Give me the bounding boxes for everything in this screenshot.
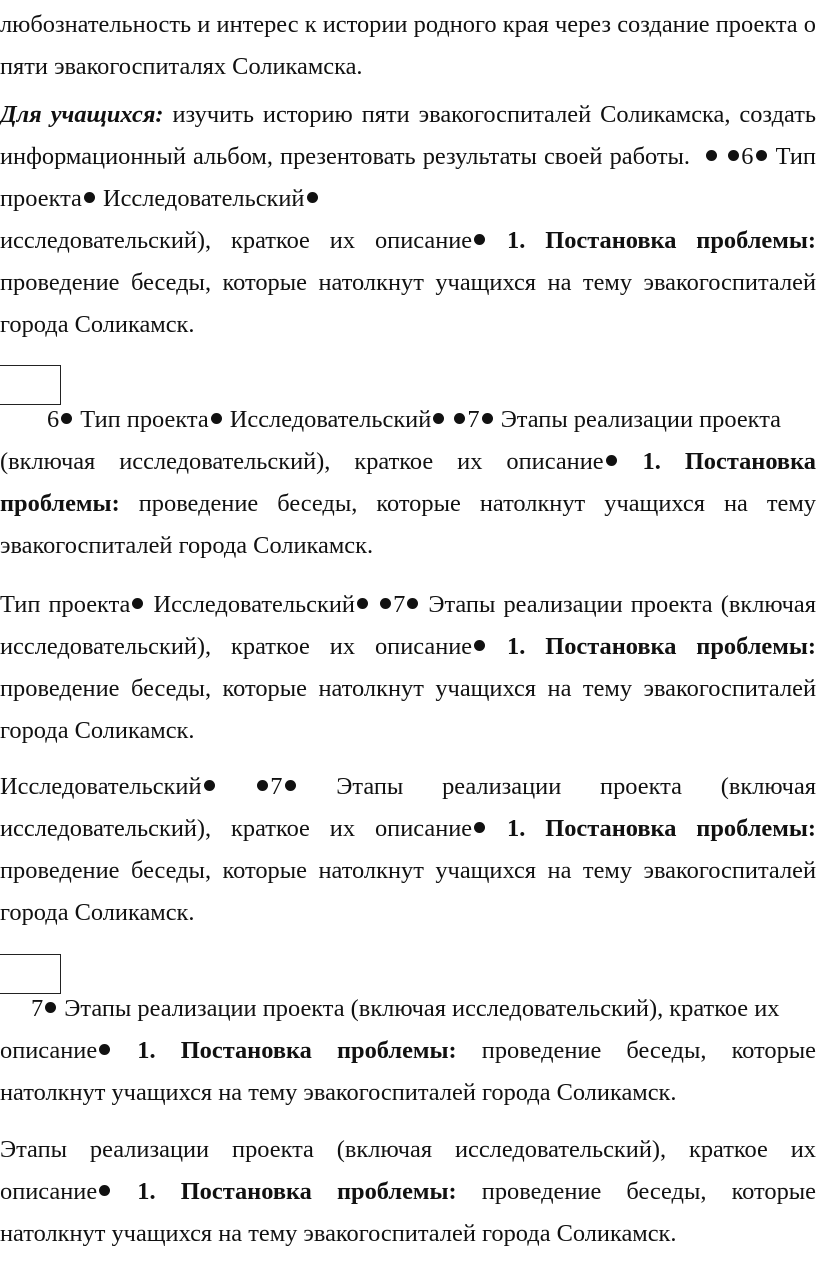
text-span: Исследовательский: [145, 591, 355, 618]
text-span: Этапы реализации проекта (включая: [297, 773, 816, 800]
text-line: [0, 1030, 816, 1072]
bullet-icon: [482, 413, 493, 424]
problem-heading: 1. Постановка проблемы:: [487, 633, 816, 660]
text-span: 7: [467, 406, 480, 433]
bullet-icon: [706, 150, 717, 161]
text-span: Исследовательский: [96, 185, 305, 212]
text-line: [0, 988, 816, 1030]
text-span: Тип: [768, 143, 816, 170]
text-span: 7: [31, 995, 44, 1022]
text-span: изучить историю пяти эвакогоспиталей Соликамска, создать: [163, 101, 816, 128]
text-line: [0, 584, 816, 626]
text-span: 7: [393, 591, 406, 618]
text-line: [0, 626, 816, 668]
text-span: проведение беседы, которые: [456, 1178, 816, 1205]
text-span: описание: [0, 1178, 98, 1205]
bullet-icon: [257, 780, 268, 791]
text-line: [0, 766, 816, 808]
paragraph-students: [0, 94, 816, 346]
problem-heading: проблемы:: [0, 490, 120, 517]
text-span: проведение беседы, которые натолкнут учащихся на тему: [119, 490, 816, 517]
paragraph-stages-7: [0, 988, 816, 1114]
bullet-icon: [99, 1185, 110, 1196]
text-span: проведение беседы, которые: [456, 1037, 816, 1064]
text-line: эвакогоспиталей города Соликамск.: [0, 532, 374, 559]
text-span: описание: [0, 1037, 98, 1064]
text-span: проекта: [0, 185, 82, 212]
text-line: проведение беседы, которые натолкнут учащихся на тему эвакогоспиталей: [0, 857, 816, 884]
text-span: 6: [47, 406, 60, 433]
text-line: натолкнут учащихся на тему эвакогоспиталей города Соликамск.: [0, 1220, 677, 1247]
bullet-icon: [728, 150, 739, 161]
text-span: Этапы реализации проекта: [494, 406, 781, 433]
bullet-icon: [99, 1044, 110, 1055]
paragraph-type: [0, 584, 816, 752]
text-line: [0, 220, 816, 262]
bullet-icon: [474, 822, 485, 833]
text-line: [0, 441, 816, 483]
text-span: Тип проекта: [74, 406, 209, 433]
text-line: [0, 808, 816, 850]
text-line: любознательность и интерес к истории родного края через создание проекта о: [0, 11, 816, 38]
problem-heading: 1. Постановка проблемы:: [112, 1178, 457, 1205]
bullet-icon: [204, 780, 215, 791]
text-span: Этапы реализации проекта (включая исследовательский), краткое их: [58, 995, 780, 1022]
problem-heading: 1. Постановка проблемы:: [487, 815, 816, 842]
students-label: Для учащихся:: [0, 101, 164, 128]
bullet-icon: [454, 413, 465, 424]
text-span: исследовательский), краткое их описание: [0, 815, 473, 842]
text-line: города Соликамск.: [0, 311, 195, 338]
text-line: [0, 1171, 816, 1213]
bullet-icon: [132, 598, 143, 609]
bullet-icon: [756, 150, 767, 161]
text-span: Исследовательский: [0, 773, 202, 800]
text-span: 7: [270, 773, 283, 800]
text-line: натолкнут учащихся на тему эвакогоспиталей города Соликамск.: [0, 1079, 677, 1106]
text-span: Этапы реализации проекта (включая: [420, 591, 816, 618]
text-span: (включая исследовательский), краткое их описание: [0, 448, 604, 475]
text-line: [0, 136, 816, 178]
text-line: города Соликамск.: [0, 717, 195, 744]
bullet-icon: [211, 413, 222, 424]
text-line: [0, 483, 816, 525]
bullet-icon: [45, 1002, 56, 1013]
text-line: Этапы реализации проекта (включая исследовательский), краткое их: [0, 1136, 816, 1163]
bullet-icon: [285, 780, 296, 791]
bullet-icon: [407, 598, 418, 609]
text-line: проведение беседы, которые натолкнут учащихся на тему эвакогоспиталей: [0, 269, 816, 296]
paragraph-type-6: [0, 399, 816, 567]
bullet-icon: [84, 192, 95, 203]
text-span: исследовательский), краткое их описание: [0, 633, 473, 660]
bullet-icon: [357, 598, 368, 609]
text-span: исследовательский), краткое их описание: [0, 227, 473, 254]
text-line: [0, 399, 816, 441]
text-line: проведение беседы, которые натолкнут учащихся на тему эвакогоспиталей: [0, 675, 816, 702]
problem-heading: 1. Постановка проблемы:: [487, 227, 816, 254]
problem-heading: 1. Постановка: [618, 448, 816, 475]
bullet-icon: [474, 234, 485, 245]
bullet-icon: [606, 455, 617, 466]
paragraph-intro: [0, 4, 816, 88]
text-line: города Соликамск.: [0, 899, 195, 926]
paragraph-stages: [0, 1129, 816, 1255]
text-span: 6: [741, 143, 754, 170]
text-span: информационный альбом, презентовать результаты своей работы.: [0, 143, 691, 170]
problem-heading: 1. Постановка проблемы:: [112, 1037, 457, 1064]
text-line: [0, 178, 816, 220]
text-line: пяти эвакогоспиталях Соликамска.: [0, 53, 363, 80]
text-line: [0, 94, 816, 136]
text-span: Исследовательский: [223, 406, 432, 433]
bullet-icon: [380, 598, 391, 609]
paragraph-research: [0, 766, 816, 934]
text-span: Тип проекта: [0, 591, 131, 618]
bullet-icon: [474, 640, 485, 651]
bullet-icon: [61, 413, 72, 424]
bullet-icon: [433, 413, 444, 424]
bullet-icon: [307, 192, 318, 203]
